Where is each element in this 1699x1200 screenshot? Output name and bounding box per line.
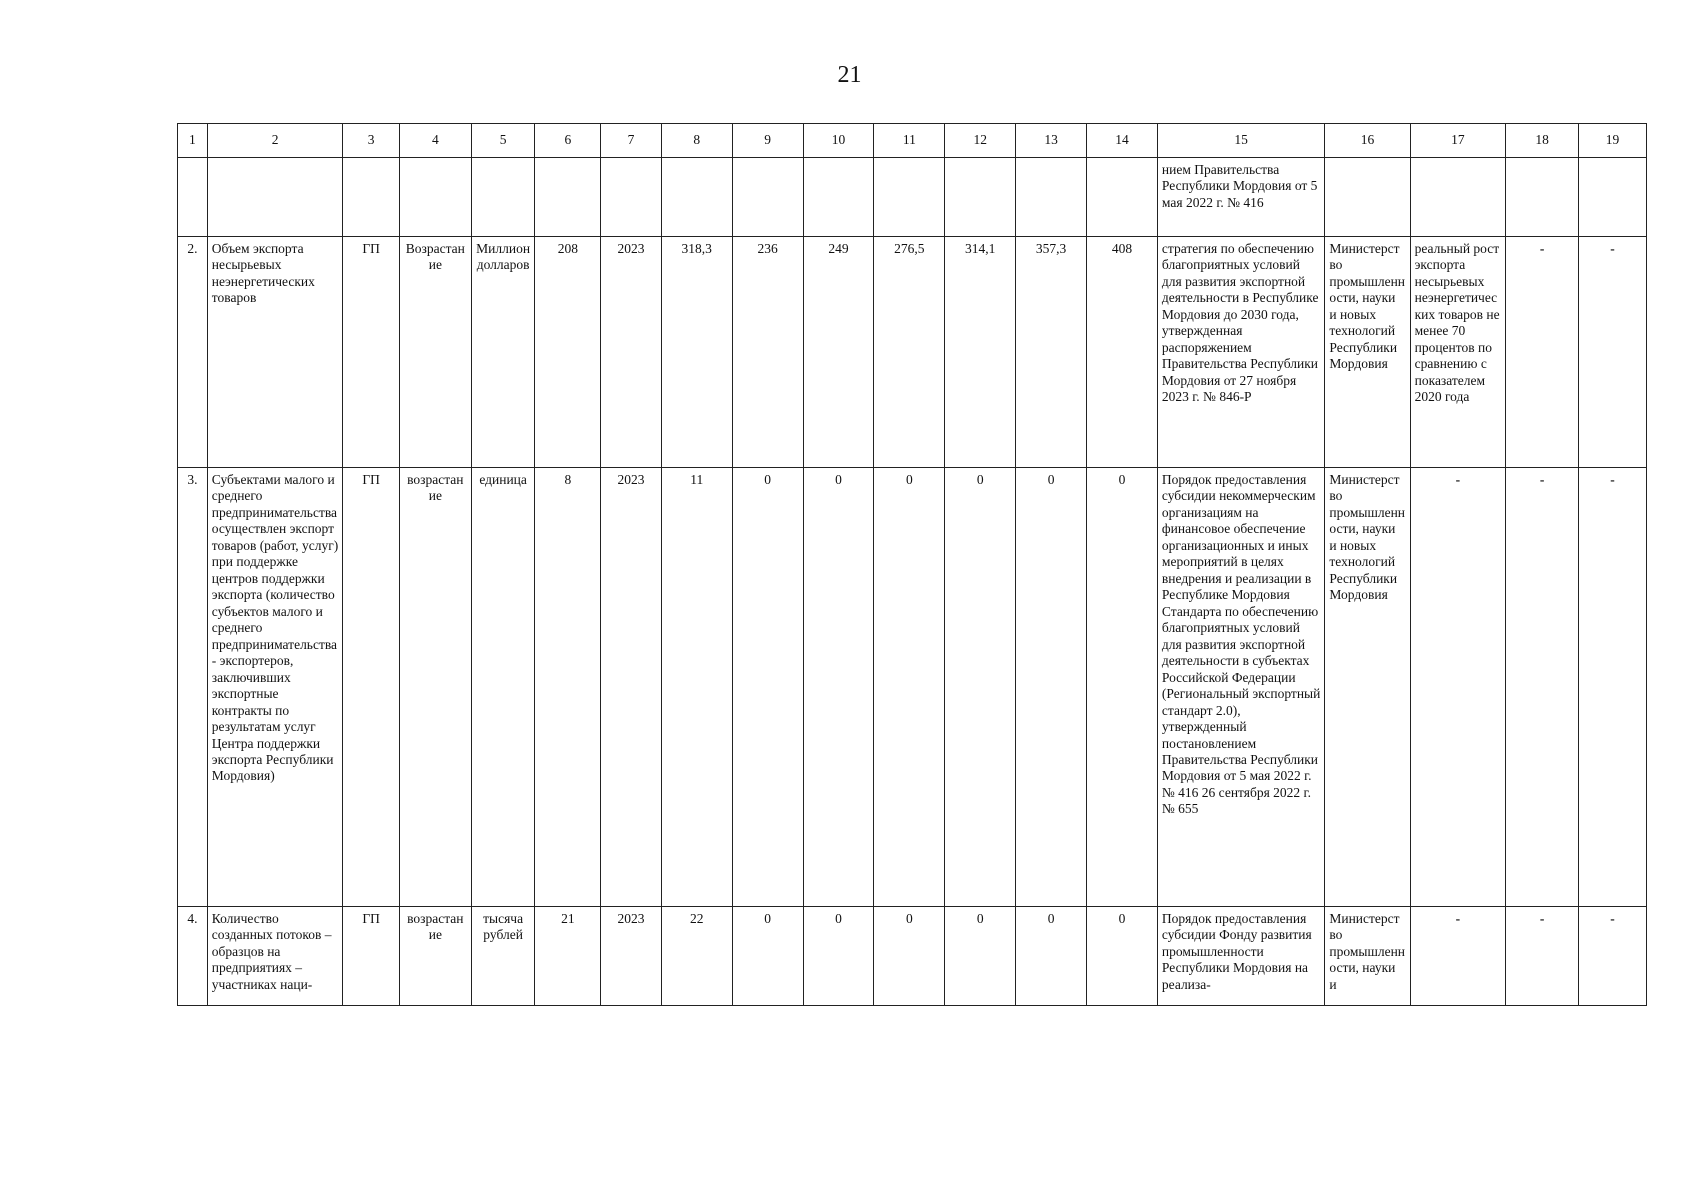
cell-note: - [1410,907,1506,1006]
col-header: 14 [1087,124,1158,158]
col-header: 4 [399,124,471,158]
col-header: 7 [601,124,662,158]
cell-value: 0 [732,907,803,1006]
cell-unit: единица [471,468,535,907]
cell-level [343,158,400,237]
col-header: 3 [343,124,400,158]
cell-value: 0 [803,468,874,907]
cell-note [1410,158,1506,237]
cell-value: 276,5 [874,237,945,468]
cell-value: 0 [1016,907,1087,1006]
cell-value [601,158,662,237]
cell-trend: Возрастание [399,237,471,468]
cell-document: нием Правительства Республики Мордовия от 5 мая 2022 г. № 416 [1157,158,1324,237]
cell-number: 2. [178,237,208,468]
col-header: 9 [732,124,803,158]
page-number: 21 [837,62,862,88]
cell-document: стратегия по обеспечению благоприятных условий для развития экспортной деятельности в Республике Мордовия до 2030 года, утвержденная распоряжением Правительства Республики Мордовия от 27 ноября 2023 г. № 846-Р [1157,237,1324,468]
cell-extra: - [1579,468,1647,907]
col-header: 19 [1579,124,1647,158]
cell-value: 314,1 [945,237,1016,468]
cell-extra: - [1506,907,1579,1006]
cell-value: 8 [535,468,601,907]
col-header: 13 [1016,124,1087,158]
cell-value: 11 [661,468,732,907]
table-row [178,237,1647,468]
cell-indicator: Субъектами малого и среднего предпринимательства осуществлен экспорт товаров (работ, услуг) при поддержке центров поддержки экспорта (количество субъектов малого и среднего предпринимательства - экспортеров, заключивших экспортные контракты по результатам услуг Центра поддержки экспорта Республики Мордовия) [207,468,343,907]
cell-value [945,158,1016,237]
table-row [178,468,1647,907]
cell-level: ГП [343,237,400,468]
header-row [178,124,1647,158]
col-header: 17 [1410,124,1506,158]
cell-indicator: Объем экспорта несырьевых неэнергетических товаров [207,237,343,468]
col-header: 1 [178,124,208,158]
cell-unit [471,158,535,237]
cell-value: 318,3 [661,237,732,468]
cell-value: 2023 [601,468,662,907]
cell-value: 0 [803,907,874,1006]
col-header: 10 [803,124,874,158]
table-row [178,907,1647,1006]
cell-value: 208 [535,237,601,468]
col-header: 8 [661,124,732,158]
cell-value: 0 [1087,907,1158,1006]
table-row [178,158,1647,237]
cell-responsible: Министерство промышленности, науки и новых технологий Республики Мордовия [1325,237,1410,468]
col-header: 18 [1506,124,1579,158]
cell-value: 0 [1087,468,1158,907]
cell-value: 408 [1087,237,1158,468]
cell-value: 236 [732,237,803,468]
cell-number: 4. [178,907,208,1006]
cell-level: ГП [343,468,400,907]
cell-value: 21 [535,907,601,1006]
cell-unit: Миллион долларов [471,237,535,468]
cell-value [732,158,803,237]
cell-value [661,158,732,237]
cell-unit: тысяча рублей [471,907,535,1006]
cell-value: 0 [874,468,945,907]
cell-extra [1579,158,1647,237]
col-header: 11 [874,124,945,158]
indicators-table [177,123,1647,1006]
cell-document: Порядок предоставления субсидии некоммерческим организациям на финансовое обеспечение организационных и иных мероприятий в целях внедрения и реализации в Республике Мордовия Стандарта по обеспечению благоприятных условий для развития экспортной деятельности в субъектах Российской Федерации (Региональный экспортный стандарт 2.0), утвержденный постановлением Правительства Республики Мордовия от 5 мая 2022 г. № 416 26 сентября 2022 г. № 655 [1157,468,1324,907]
cell-value: 2023 [601,237,662,468]
cell-value: 0 [1016,468,1087,907]
cell-responsible: Министерство промышленности, науки и новых технологий Республики Мордовия [1325,468,1410,907]
cell-value [803,158,874,237]
col-header: 6 [535,124,601,158]
cell-number: 3. [178,468,208,907]
cell-responsible: Министерство промышленности, науки и [1325,907,1410,1006]
cell-extra: - [1579,237,1647,468]
cell-note: - [1410,468,1506,907]
col-header: 16 [1325,124,1410,158]
cell-trend: возрастание [399,468,471,907]
cell-value: 0 [945,907,1016,1006]
cell-document: Порядок предоставления субсидии Фонду развития промышленности Республики Мордовия на реализа- [1157,907,1324,1006]
cell-extra [1506,158,1579,237]
cell-trend [399,158,471,237]
cell-value: 357,3 [1016,237,1087,468]
cell-responsible [1325,158,1410,237]
cell-number [178,158,208,237]
col-header: 2 [207,124,343,158]
cell-value [535,158,601,237]
col-header: 15 [1157,124,1324,158]
cell-value: 0 [874,907,945,1006]
cell-value: 2023 [601,907,662,1006]
cell-extra: - [1579,907,1647,1006]
cell-value: 0 [732,468,803,907]
cell-level: ГП [343,907,400,1006]
cell-extra: - [1506,237,1579,468]
cell-value: 249 [803,237,874,468]
cell-trend: возрастание [399,907,471,1006]
cell-extra: - [1506,468,1579,907]
cell-value [1016,158,1087,237]
cell-indicator [207,158,343,237]
cell-indicator: Количество созданных потоков – образцов на предприятиях – участниках наци- [207,907,343,1006]
cell-value [874,158,945,237]
cell-value: 22 [661,907,732,1006]
col-header: 5 [471,124,535,158]
cell-value [1087,158,1158,237]
cell-note: реальный рост экспорта несырьевых неэнергетических товаров не менее 70 процентов по сравнению с показателем 2020 года [1410,237,1506,468]
col-header: 12 [945,124,1016,158]
cell-value: 0 [945,468,1016,907]
